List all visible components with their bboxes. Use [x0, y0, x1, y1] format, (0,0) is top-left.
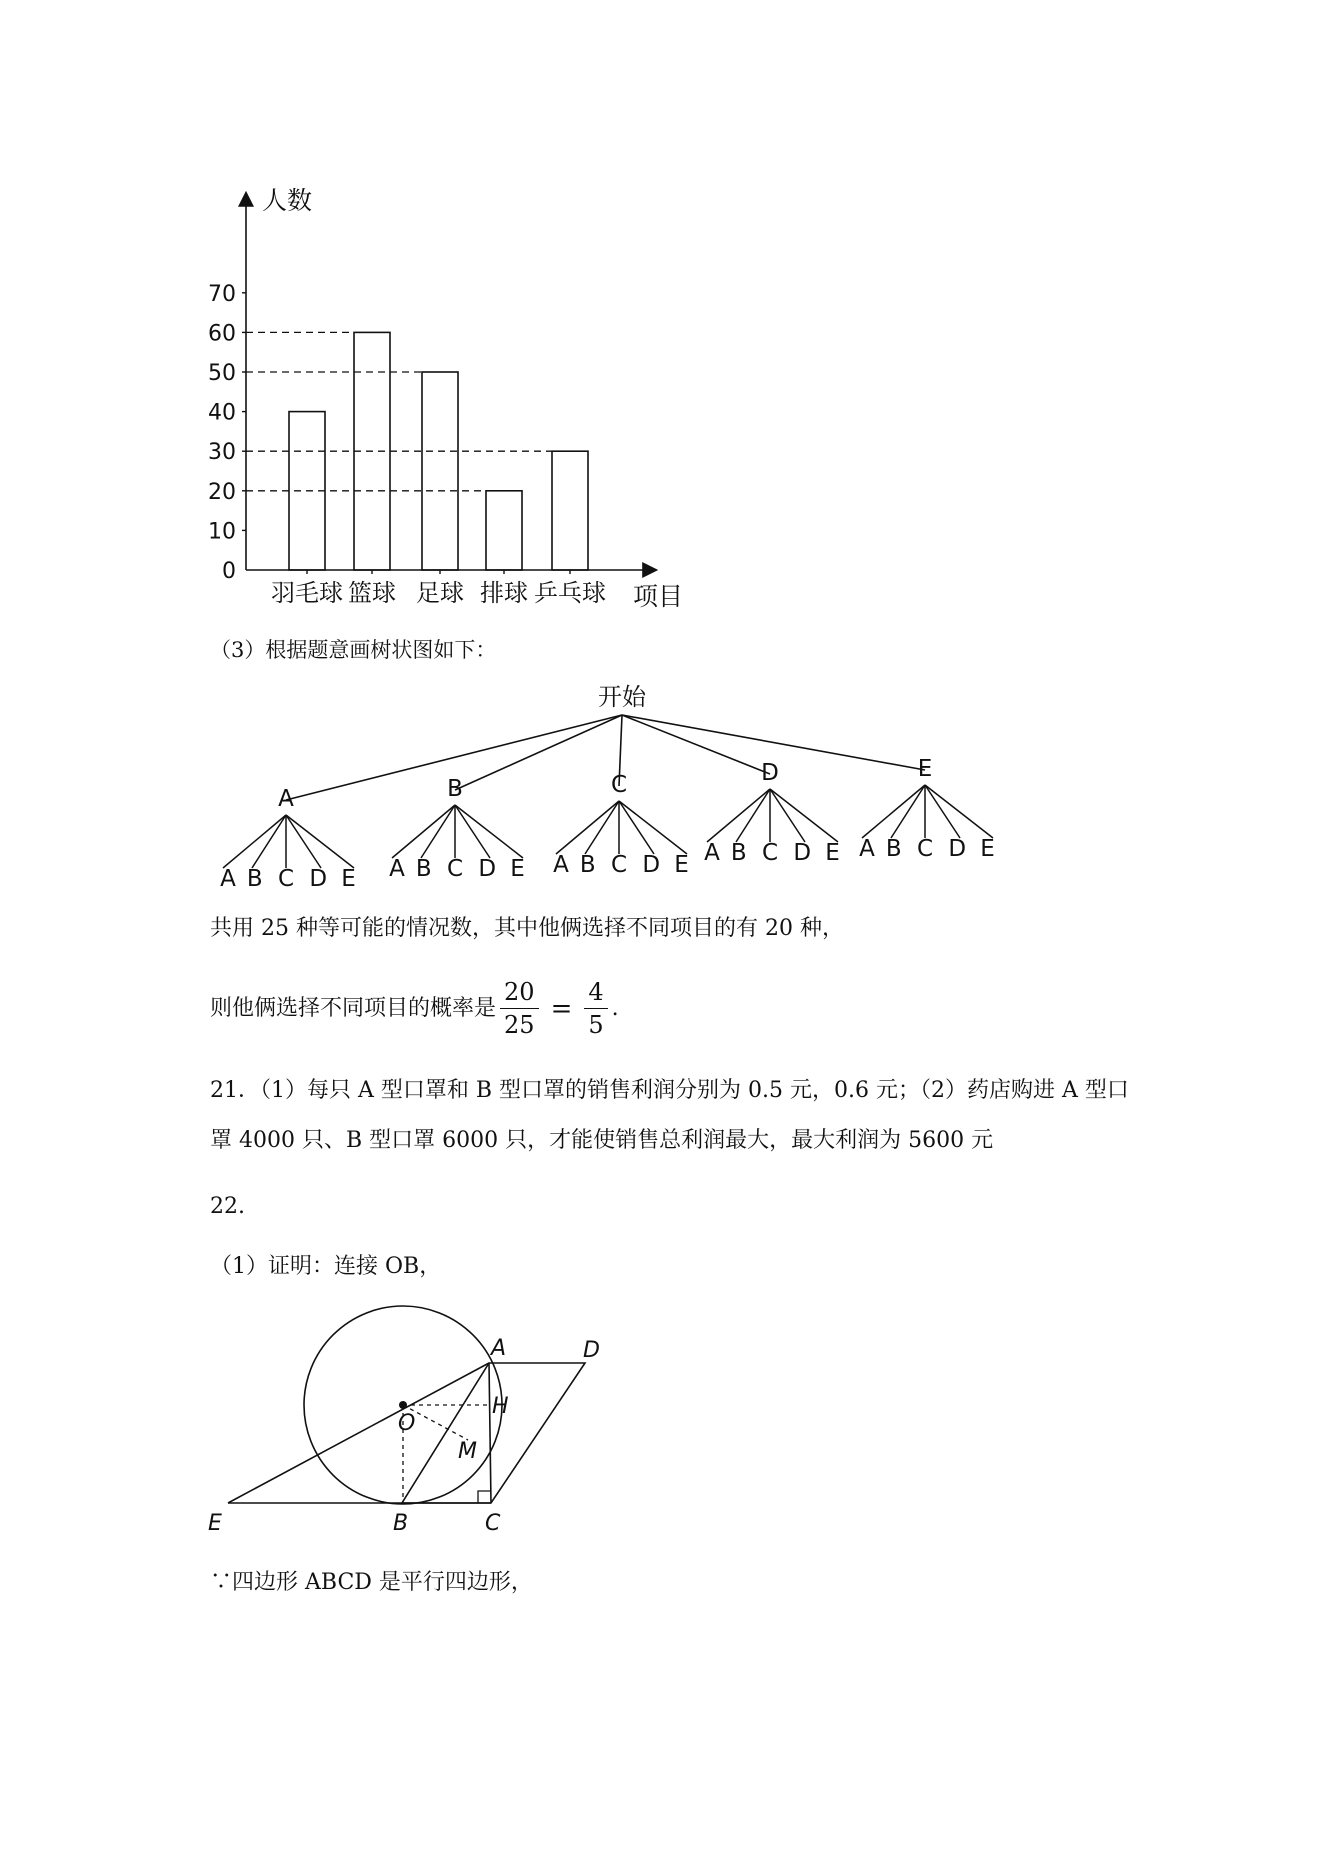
- probability-prefix: 则他俩选择不同项目的概率是: [210, 995, 497, 1021]
- tree-leaf-line: [223, 815, 286, 868]
- tree-leaf-label: C: [761, 840, 779, 866]
- tree-leaf-label: E: [825, 840, 840, 866]
- tree-leaf-line: [770, 789, 805, 842]
- tree-diagram: [0, 660, 1323, 900]
- label-d: D: [583, 1338, 600, 1363]
- tree-leaf-label: C: [277, 866, 295, 892]
- tree-leaf-label: C: [916, 836, 934, 862]
- tree-leaf-label: E: [341, 866, 356, 892]
- tree-leaf-label: A: [859, 836, 875, 862]
- tree-node-label: A: [278, 786, 294, 812]
- y-tick-label: 30: [208, 440, 236, 466]
- y-tick-label: 10: [208, 519, 236, 545]
- y-tick-label: 40: [208, 400, 236, 426]
- label-o: O: [398, 1411, 416, 1436]
- tree-leaf-line: [252, 815, 286, 868]
- tree-leaf-label: E: [674, 852, 689, 878]
- segment-ac: [489, 1363, 491, 1503]
- label-b: B: [393, 1511, 409, 1536]
- tree-leaf-label: D: [948, 836, 967, 862]
- bar-3: [486, 491, 522, 570]
- x-tick-label: 足球: [416, 579, 464, 607]
- tree-leaf-line: [707, 789, 770, 842]
- tree-root-label: 开始: [598, 683, 646, 711]
- center-point-o: [399, 1401, 407, 1409]
- tree-leaf-line: [455, 805, 523, 858]
- tree-leaf-line: [619, 801, 687, 854]
- tree-leaf-line: [770, 789, 838, 842]
- tree-leaf-line: [455, 805, 490, 858]
- fraction-4-5: [584, 980, 607, 1037]
- tree-leaf-line: [286, 815, 354, 868]
- tree-node-label: C: [610, 772, 628, 798]
- y-tick-label: 20: [208, 479, 236, 505]
- y-tick-label: 70: [208, 281, 236, 307]
- segment-ea: [228, 1363, 489, 1503]
- tree-leaf-line: [619, 801, 654, 854]
- tree-leaf-label: C: [610, 852, 628, 878]
- right-angle-mark: [478, 1491, 491, 1503]
- x-tick-label: 篮球: [348, 579, 396, 607]
- bar-chart: [0, 0, 1323, 640]
- probability-suffix: .: [611, 995, 619, 1021]
- label-c: C: [485, 1511, 501, 1536]
- parallelogram-abcd: [402, 1363, 585, 1503]
- tree-leaf-line: [862, 785, 925, 838]
- tree-leaf-label: B: [579, 852, 596, 878]
- x-tick-label: 排球: [480, 579, 528, 607]
- fraction-denominator: 5: [588, 1011, 604, 1039]
- tree-leaf-label: A: [704, 840, 720, 866]
- x-labels: [271, 570, 606, 607]
- tree-leaf-label: B: [730, 840, 747, 866]
- q21-line-1: 21．（1）每只 A 型口罩和 B 型口罩的销售利润分别为 0.5 元，0.6 元；（2）药店购进 A 型口: [210, 1078, 1129, 1103]
- x-axis-title: 项目: [633, 582, 684, 611]
- tree-node-label: E: [917, 756, 933, 782]
- y-tick-label: 50: [208, 361, 236, 386]
- bar-4: [552, 451, 588, 570]
- tree-leaf-line: [556, 801, 619, 854]
- tree-node-label: B: [447, 776, 463, 802]
- tree-leaf-line: [585, 801, 619, 854]
- tree-leaf-label: D: [478, 856, 497, 882]
- tree-leaf-line: [925, 785, 993, 838]
- probability-line: [210, 980, 619, 1037]
- q22-proof-start: （1）证明：连接 OB，: [210, 1254, 442, 1279]
- fraction-denominator: 25: [504, 1011, 535, 1039]
- fraction-numerator: 20: [500, 980, 539, 1009]
- y-tick-label: 60: [208, 321, 236, 347]
- x-tick-label: 羽毛球: [271, 579, 343, 607]
- tree-leaf-line: [925, 785, 960, 838]
- tree-leaf-label: D: [793, 840, 812, 866]
- parallelogram-statement: ∵四边形 ABCD 是平行四边形，: [210, 1570, 533, 1595]
- label-e: E: [208, 1511, 222, 1536]
- tree-leaf-line: [736, 789, 770, 842]
- tree-leaf-label: C: [446, 856, 464, 882]
- tree-leaf-line: [891, 785, 925, 838]
- label-m: M: [458, 1439, 477, 1464]
- tree-leaf-line: [286, 815, 321, 868]
- tree-leaf-line: [421, 805, 455, 858]
- tree-leaf-label: E: [510, 856, 525, 882]
- tree-intro: （3）根据题意画树状图如下：: [210, 638, 497, 662]
- tree-node-label: D: [761, 760, 779, 786]
- fraction-20-25: [500, 980, 539, 1037]
- label-a: A: [491, 1336, 507, 1361]
- tree-leaf-label: B: [415, 856, 432, 882]
- tree-leaf-line: [392, 805, 455, 858]
- equals-sign: =: [550, 993, 573, 1024]
- tree-leaf-label: A: [553, 852, 569, 878]
- tree-leaf-label: A: [389, 856, 405, 882]
- count-sentence: 共用 25 种等可能的情况数，其中他俩选择不同项目的有 20 种，: [210, 916, 844, 941]
- tree-leaf-label: A: [220, 866, 236, 892]
- y-axis-title: 人数: [262, 186, 313, 215]
- bar-2: [422, 372, 458, 570]
- q21-line-2: 罩 4000 只、B 型口罩 6000 只，才能使销售总利润最大，最大利润为 5600 元: [210, 1128, 994, 1153]
- tree-branch-line: [622, 715, 770, 774]
- tree-leaf-label: D: [309, 866, 328, 892]
- tree-leaf-label: D: [642, 852, 661, 878]
- q22-number: 22.: [210, 1194, 245, 1219]
- y-ticks: [208, 282, 246, 584]
- y-tick-label: 0: [222, 559, 236, 584]
- tree-branch-line: [455, 715, 622, 790]
- tree-leaf-label: E: [980, 836, 995, 862]
- fraction-numerator: 4: [584, 980, 607, 1009]
- geometry-figure: [0, 1300, 1323, 1560]
- label-h: H: [492, 1394, 509, 1419]
- x-tick-label: 乒乓球: [534, 579, 606, 607]
- tree-lines: [223, 715, 993, 868]
- tree-leaf-label: B: [246, 866, 263, 892]
- tree-leaf-label: B: [885, 836, 902, 862]
